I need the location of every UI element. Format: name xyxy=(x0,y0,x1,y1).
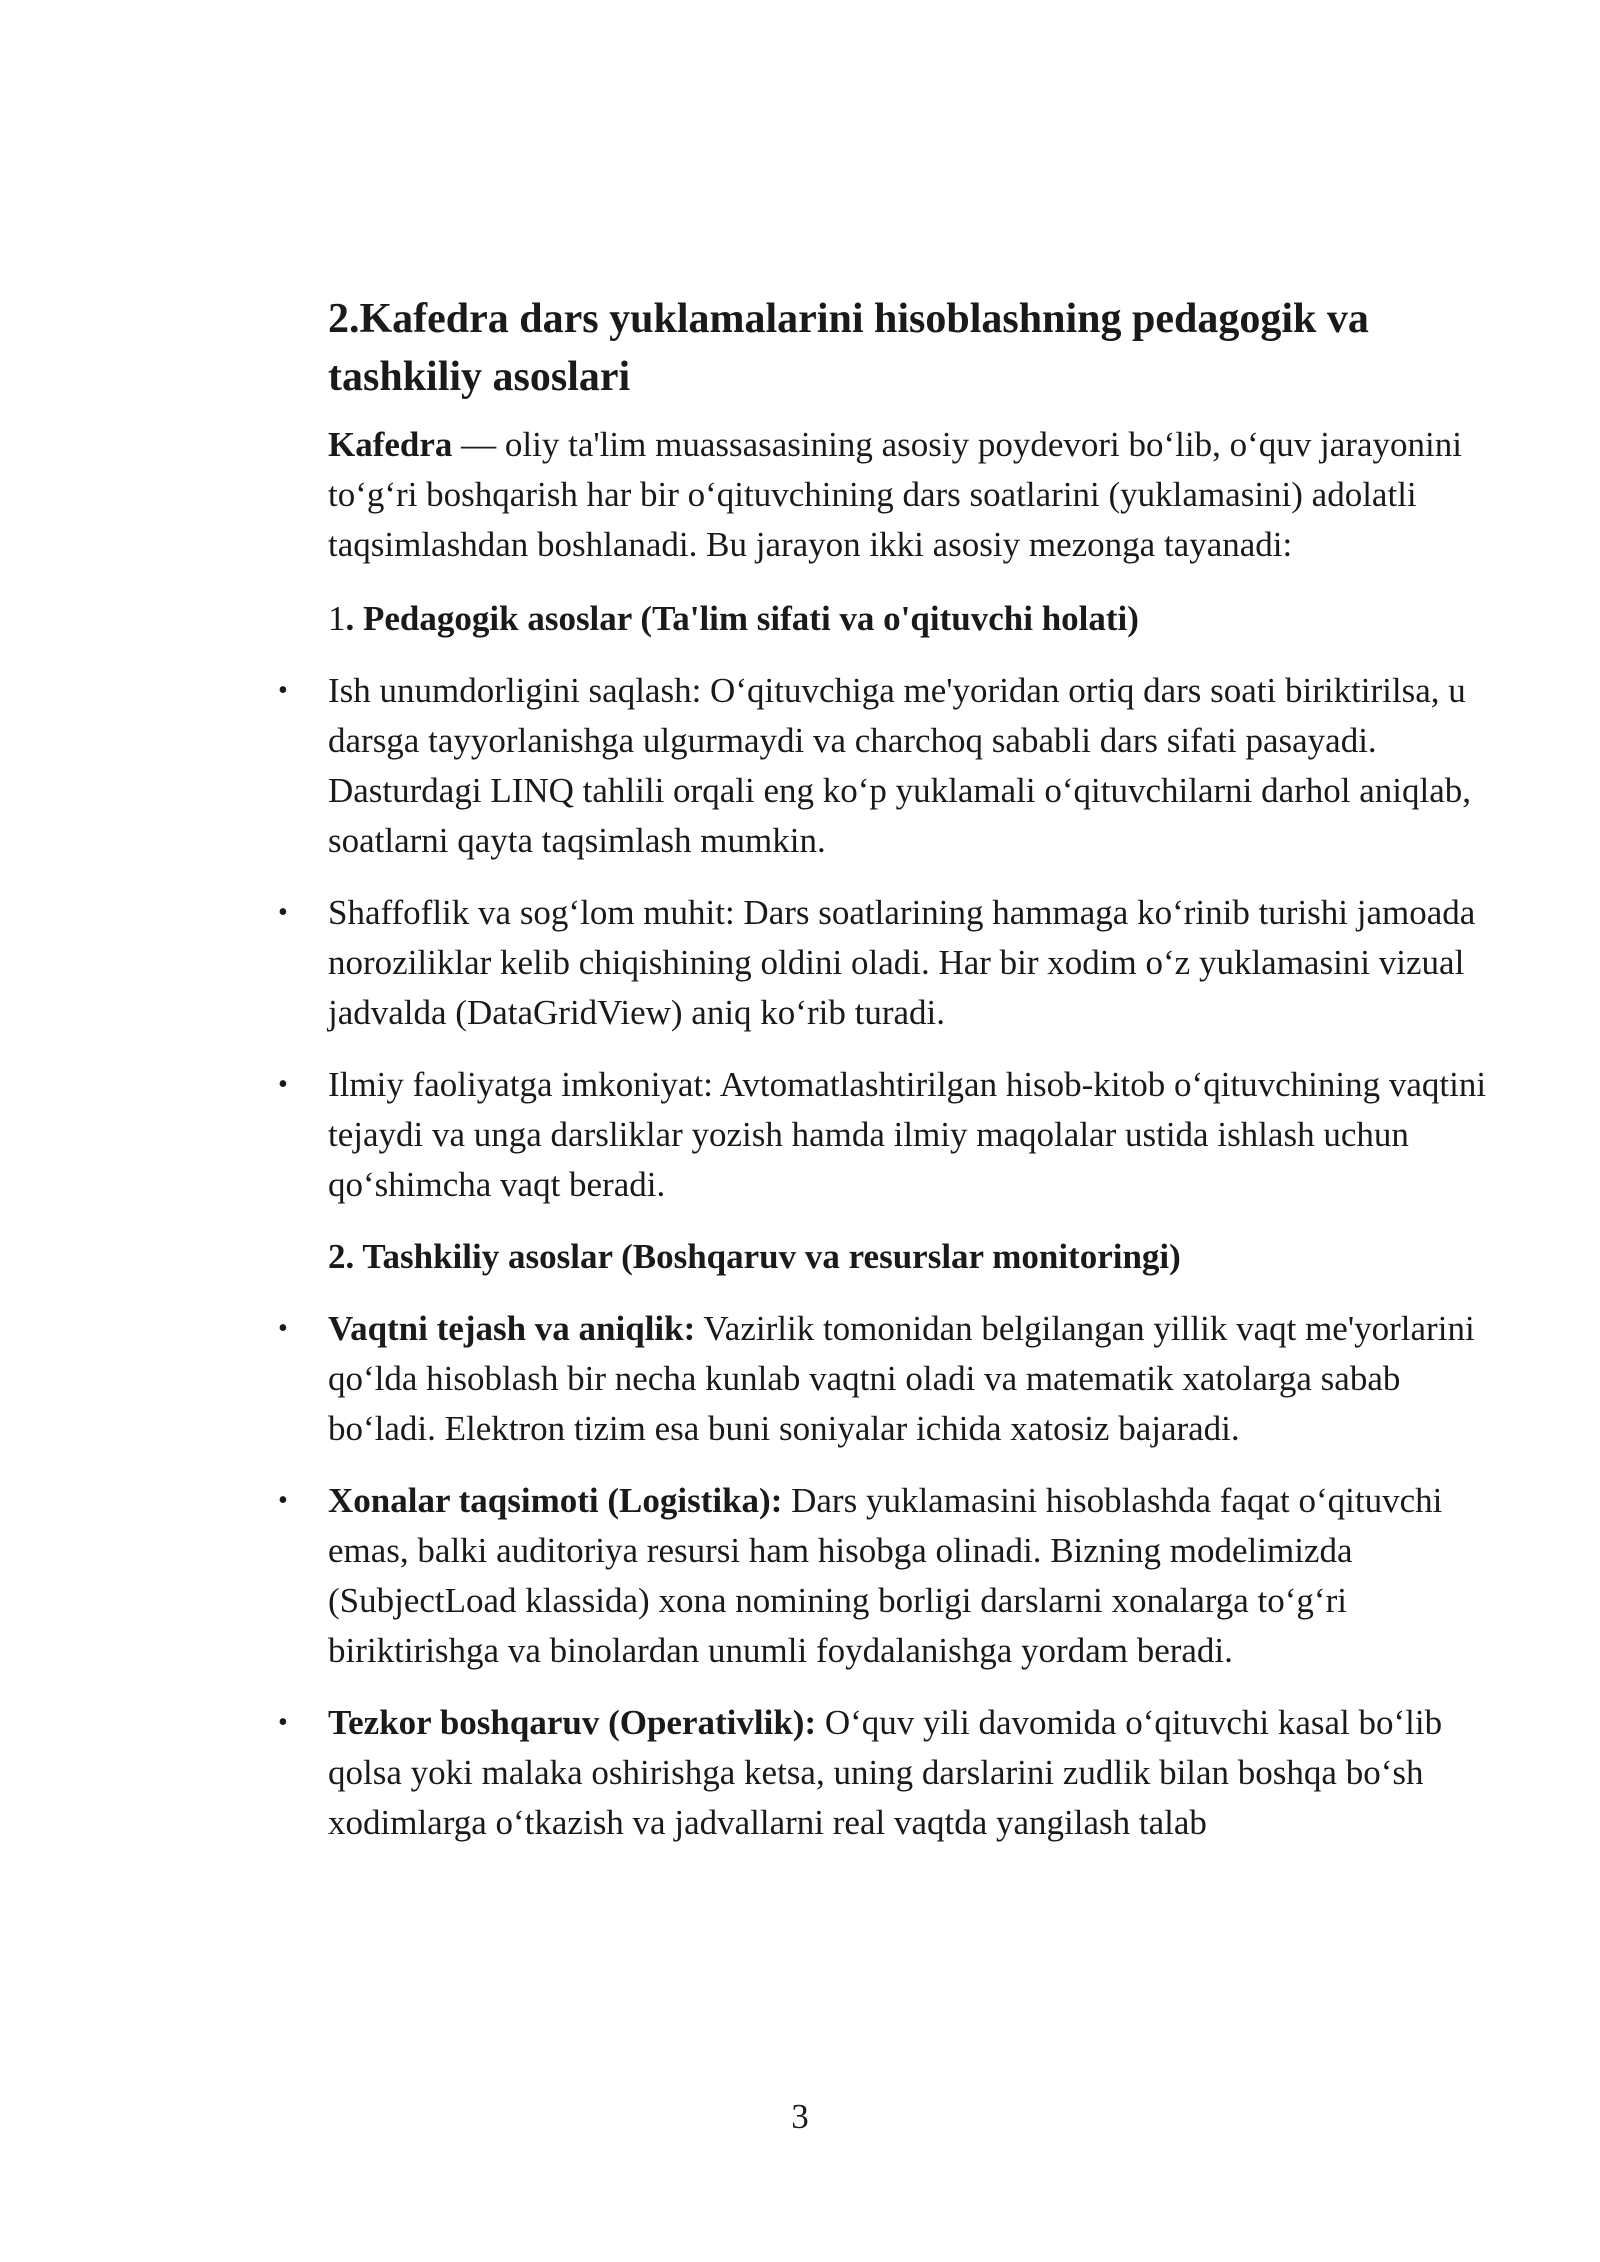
organizational-list xyxy=(278,1304,1508,1848)
section-title: 2.Kafedra dars yuklamalarini hisoblashning pedagogik va tashkiliy asoslari xyxy=(328,296,1369,400)
intro-text: — oliy ta'lim muassasasining asosiy poydevori bo‘lib, o‘quv jarayonini to‘g‘ri boshqarish har bir o‘qituvchining dars soatlarini (yuklamasini) adolatli taqsimlashdan boshlanadi. Bu jarayon ikki asosiy mezonga tayanadi: xyxy=(328,425,1462,564)
bullet-icon: • xyxy=(278,1485,288,1516)
intro-paragraph xyxy=(328,420,1508,570)
list-item-text: O‘quv yili davomida o‘qituvchi kasal bo‘lib qolsa yoki malaka oshirishga ketsa, uning darslarini zudlik bilan boshqa bo‘sh xodimlarga o‘tkazish va jadvallarni real vaqtda yangilash talab xyxy=(328,1703,1443,1842)
list-item-text: Vazirlik tomonidan belgilangan yillik vaqt me'yorlarini qo‘lda hisoblash bir necha kunlab vaqtni oladi va matematik xatolarga sabab bo‘ladi. Elektron tizim esa buni soniyalar ichida xatosiz bajaradi. xyxy=(328,1309,1475,1448)
pedagogical-title: . Pedagogik asoslar (Ta'lim sifati va o'qituvchi holati) xyxy=(345,599,1139,638)
list-item-text: Ish unumdorligini saqlash: O‘qituvchiga me'yoridan ortiq dars soati biriktirilsa, u darsga tayyorlanishga ulgurmaydi va charchoq sababli dars sifati pasayadi. Dasturdagi LINQ tahlili orqali eng ko‘p yuklamali o‘qituvchilarni darhol aniqlab, soatlarni qayta taqsimlash mumkin. xyxy=(328,671,1472,860)
list-item-term: Vaqtni tejash va aniqlik: xyxy=(328,1309,696,1348)
organizational-title: 2. Tashkiliy asoslar (Boshqaruv va resurslar monitoringi) xyxy=(328,1237,1181,1276)
organizational-heading xyxy=(328,1232,1508,1282)
list-item xyxy=(278,1698,1508,1848)
pedagogical-number: 1 xyxy=(328,599,346,638)
list-item-text: Shaffoflik va sog‘lom muhit: Dars soatlarining hammaga ko‘rinib turishi jamoada noroziliklar kelib chiqishining oldini oladi. Har bir xodim o‘z yuklamasini vizual jadvalda (DataGridView) aniq ko‘rib turadi. xyxy=(328,893,1476,1032)
bullet-icon: • xyxy=(278,1313,288,1344)
list-item-text: Ilmiy faoliyatga imkoniyat: Avtomatlashtirilgan hisob-kitob o‘qituvchining vaqtini tejaydi va unga darsliklar yozish hamda ilmiy maqolalar ustida ishlash uchun qo‘shimcha vaqt beradi. xyxy=(328,1065,1487,1204)
list-item xyxy=(278,666,1508,866)
bullet-icon: • xyxy=(278,1707,288,1738)
bullet-icon: • xyxy=(278,1069,288,1100)
list-item-term: Tezkor boshqaruv (Operativlik): xyxy=(328,1703,817,1742)
list-item-text: Dars yuklamasini hisoblashda faqat o‘qituvchi emas, balki auditoriya resursi ham hisobga olinadi. Bizning modelimizda (SubjectLoad klassida) xona nomining borligi darslarni xonalarga to‘g‘ri biriktirishga va binolardan unumli foydalanishga yordam beradi. xyxy=(328,1481,1443,1670)
bullet-icon: • xyxy=(278,897,288,928)
list-item xyxy=(278,1060,1508,1210)
list-item xyxy=(278,1476,1508,1676)
intro-term: Kafedra xyxy=(328,425,453,464)
pedagogical-heading xyxy=(328,594,1508,644)
list-item-term: Xonalar taqsimoti (Logistika): xyxy=(328,1481,783,1520)
pedagogical-list xyxy=(278,666,1508,1210)
list-item xyxy=(278,1304,1508,1454)
list-item xyxy=(278,888,1508,1038)
bullet-icon: • xyxy=(278,675,288,706)
page-number: 3 xyxy=(791,2097,809,2136)
document-page xyxy=(278,290,1508,1870)
